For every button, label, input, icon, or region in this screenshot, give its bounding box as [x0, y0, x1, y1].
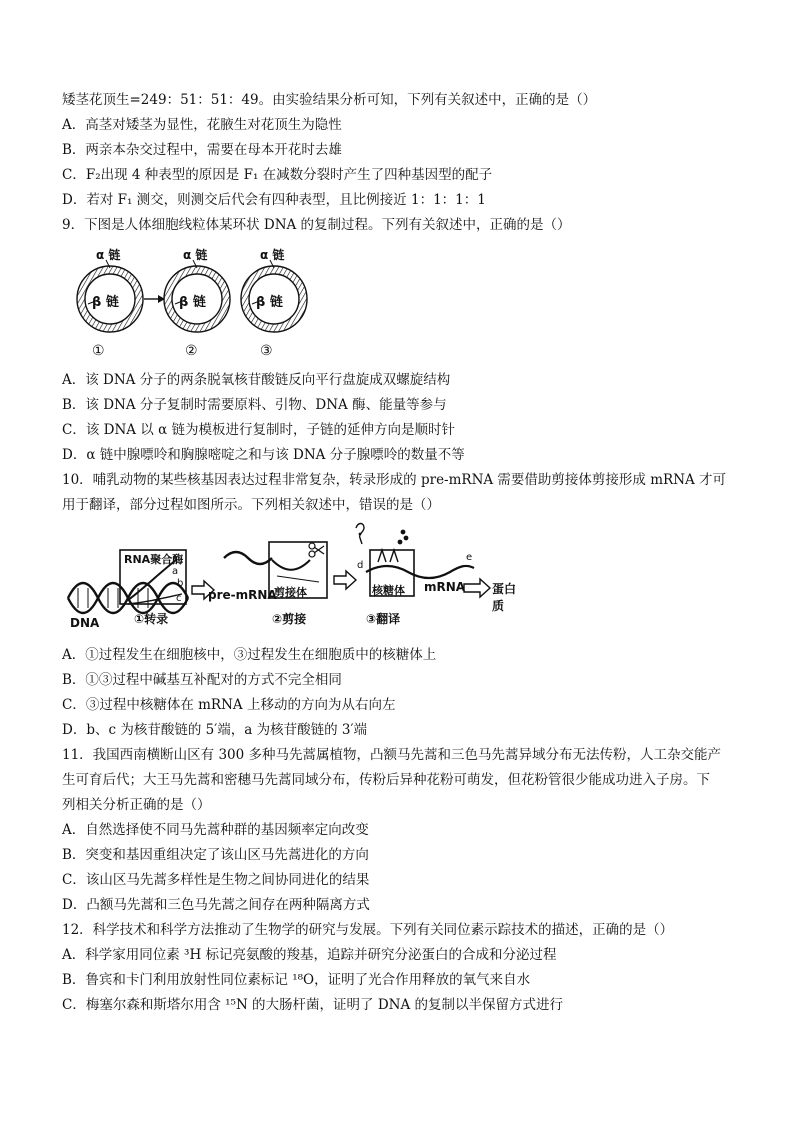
trna-in-ribosome [378, 530, 408, 562]
step-translation-label: ③翻译 [366, 612, 401, 626]
q12-stem: 12．科学技术和科学方法推动了生物学的研究与发展。下列有关同位素示踪技术的描述，正确的是（） [62, 922, 674, 938]
q11-stem-line3: 列相关分析正确的是（） [62, 797, 211, 813]
beta-chain-label: β 链 [256, 295, 283, 310]
pre-mrna-label: pre-mRNA [208, 588, 277, 602]
q9-option-b: B．该 DNA 分子复制时需要原料、引物、DNA 酶、能量等参与 [62, 397, 447, 413]
q10-option-b: B．①③过程中碱基互补配对的方式不完全相同 [62, 672, 342, 688]
scissors-icon [309, 543, 324, 557]
q10-stem-line2: 用于翻译，部分过程如图所示。下列相关叙述中，错误的是（） [62, 497, 440, 513]
q8-option-c: C．F₂出现 4 种表型的原因是 F₁ 在减数分裂时产生了四种基因型的配子 [62, 167, 493, 183]
step-transcription-label: ①转录 [134, 612, 169, 626]
q10-stem-line1: 10．哺乳动物的某些核基因表达过程非常复杂，转录形成的 pre-mRNA 需要借助剪接体剪接形成 mRNA 才可 [62, 472, 727, 488]
protein-label: 蛋白质 [492, 582, 517, 613]
q11-option-a: A．自然选择使不同马先蒿种群的基因频率定向改变 [62, 822, 369, 838]
q10-option-c: C．③过程中核糖体在 mRNA 上移动的方向为从右向左 [62, 697, 396, 713]
strand-label-a: a [172, 566, 179, 577]
spliceosome-label: 剪接体 [274, 586, 307, 599]
strand-label-e: e [466, 552, 473, 563]
mrna-label: mRNA [424, 580, 466, 594]
dna-helix [68, 583, 188, 613]
strand-label-b: b [177, 578, 184, 589]
q11-stem-line2: 生可育后代；大王马先蒿和密穗马先蒿同域分布，传粉后异种花粉可萌发，但花粉管很少能成功进入子房。下 [62, 772, 710, 788]
q12-option-a: A．科学家用同位素 ³H 标记亮氨酸的羧基，追踪并研究分泌蛋白的合成和分泌过程 [62, 947, 557, 963]
q9-option-a: A．该 DNA 分子的两条脱氧核苷酸链反向平行盘旋成双螺旋结构 [62, 372, 451, 388]
arrow-icon [334, 571, 356, 589]
q8-option-b: B．两亲本杂交过程中，需要在母本开花时去雄 [62, 142, 342, 158]
alpha-chain-label: α 链 [183, 248, 208, 262]
q9-option-d: D．α 链中腺嘌呤和胸腺嘧啶之和与该 DNA 分子腺嘌呤的数量不等 [62, 447, 465, 463]
q10-option-d: D．b、c 为核苷酸链的 5′端，a 为核苷酸链的 3′端 [62, 722, 368, 738]
q8-option-d: D．若对 F₁ 测交，则测交后代会有四种表型，且比例接近 1：1：1：1 [62, 192, 486, 208]
strand-label-c: c [176, 593, 182, 604]
q11-option-b: B．突变和基因重组决定了该山区马先蒿进化的方向 [62, 847, 369, 863]
dna-replication-figure [70, 244, 310, 344]
strand-label-d: d [357, 560, 364, 571]
q8-stem: 矮茎花顶生=249：51：51：49。由实验结果分析可知，下列有关叙述中，正确的是（） [62, 92, 597, 108]
arrow-icon [464, 579, 490, 597]
q9-stem: 9．下图是人体细胞线粒体某环状 DNA 的复制过程。下列有关叙述中，正确的是（） [62, 217, 571, 233]
trna-icon [356, 524, 364, 545]
q11-option-d: D．凸额马先蒿和三色马先蒿之间存在两种隔离方式 [62, 897, 370, 913]
figure-number-2: ② [185, 343, 198, 359]
step-splicing-label: ②剪接 [272, 612, 307, 626]
q11-stem-line1: 11．我国西南横断山区有 300 多种马先蒿属植物，凸额马先蒿和三色马先蒿异域分布无法传粉，人工杂交能产 [62, 747, 722, 763]
q9-option-c: C．该 DNA 以 α 链为模板进行复制时，子链的延伸方向是顺时针 [62, 422, 455, 438]
ribosome-label: 核糖体 [372, 584, 405, 597]
beta-chain-label: β 链 [92, 295, 119, 310]
q12-option-b: B．鲁宾和卡门利用放射性同位素标记 ¹⁸O，证明了光合作用释放的氧气来自水 [62, 972, 531, 988]
q11-option-c: C．该山区马先蒿多样性是生物之间协同进化的结果 [62, 872, 370, 888]
alpha-chain-label: α 链 [96, 248, 121, 262]
gene-expression-figure [64, 520, 524, 642]
q12-option-c: C．梅塞尔森和斯塔尔用含 ¹⁵N 的大肠杆菌，证明了 DNA 的复制以半保留方式进行 [62, 997, 564, 1013]
dna-label: DNA [70, 616, 100, 630]
alpha-chain-label: α 链 [260, 248, 285, 262]
arrow-icon [144, 295, 165, 303]
q10-option-a: A．①过程发生在细胞核中，③过程发生在细胞质中的核糖体上 [62, 647, 437, 663]
beta-chain-label: β 链 [179, 295, 206, 310]
rna-polymerase-label: RNA聚合酶 [124, 553, 184, 566]
q8-option-a: A．高茎对矮茎为显性，花腋生对花顶生为隐性 [62, 117, 342, 133]
figure-number-1: ① [92, 343, 105, 359]
figure-number-3: ③ [260, 343, 273, 359]
